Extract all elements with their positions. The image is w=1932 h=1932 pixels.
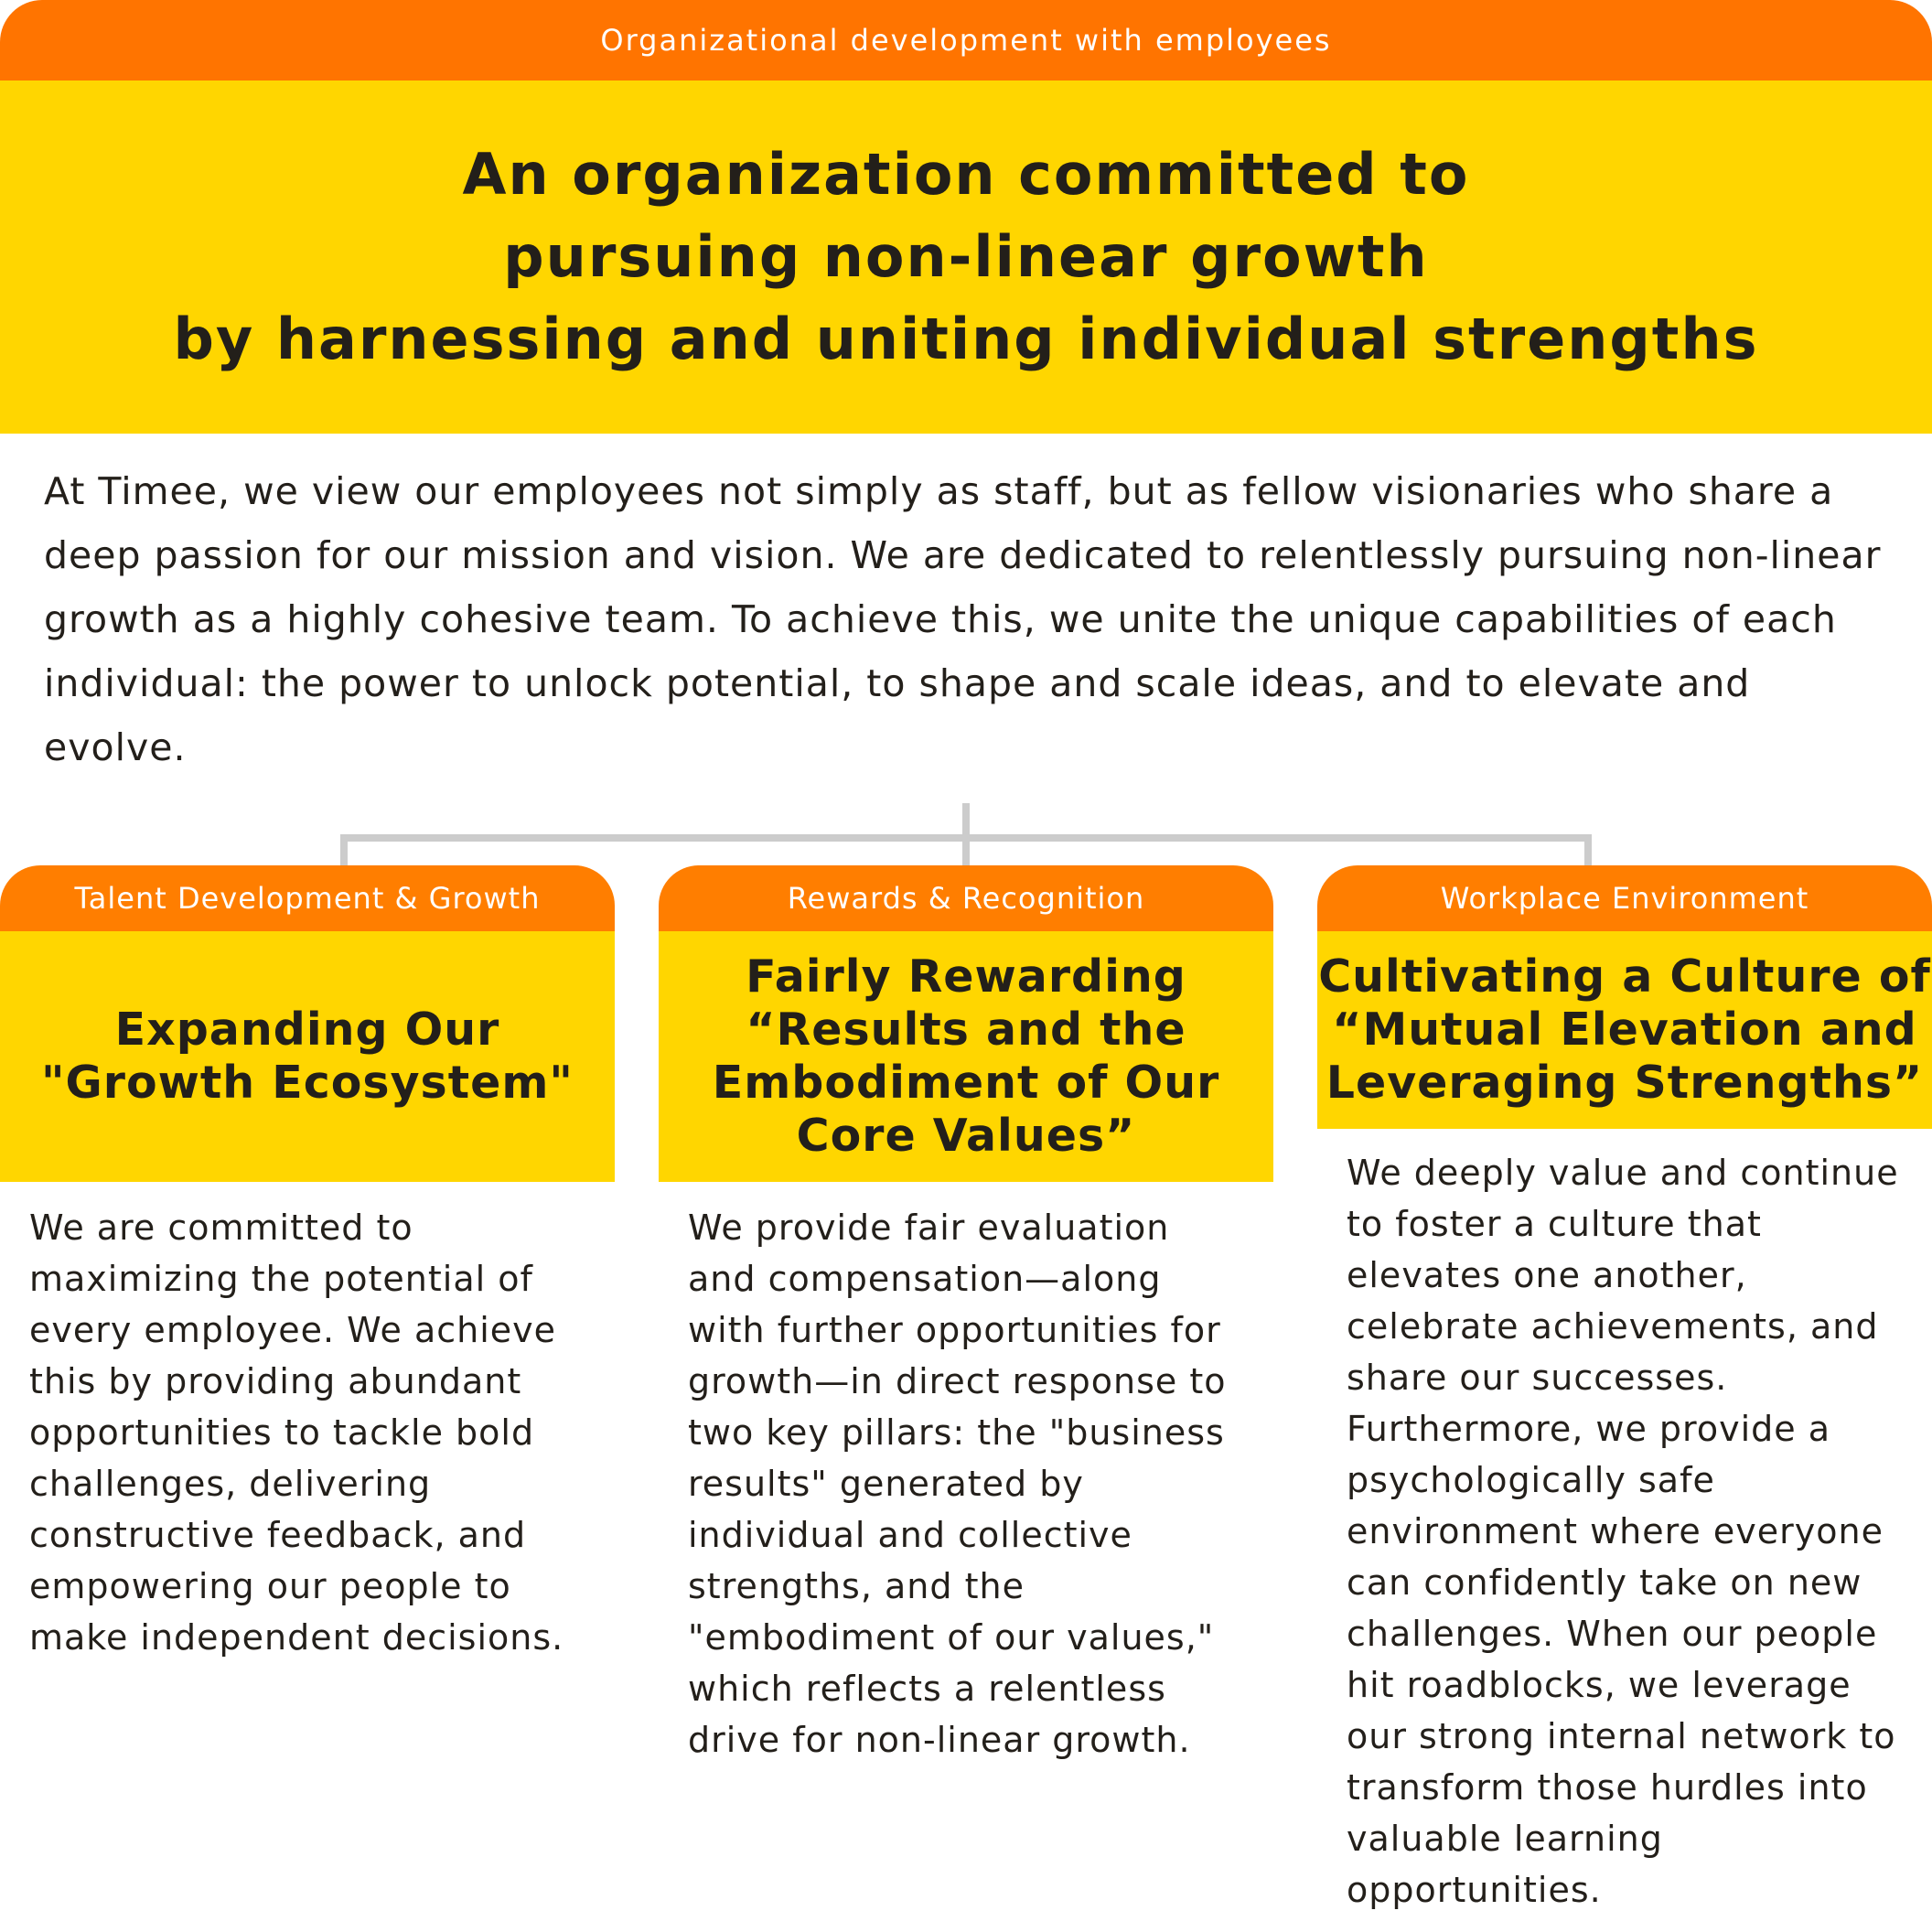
- headline-line: pursuing non-linear growth: [503, 223, 1429, 290]
- pillar-body: We provide fair evaluation and compensation—along with further opportunities for growth—in direct response to two key pillars: the "business results" generated by individual and collective strengths, and the "embodiment of our values," which reflects a relentless drive for non-linear growth.: [688, 1208, 1227, 1760]
- pillar-talent-development: [0, 865, 615, 1663]
- pillar-tab: [0, 865, 615, 931]
- headline-line: by harnessing and uniting individual strengths: [173, 306, 1759, 372]
- category-label: Organizational development with employees: [600, 23, 1332, 58]
- pillar-rewards-recognition: [659, 865, 1273, 1766]
- headline-line: An organization committed to: [462, 141, 1470, 208]
- pillar-tab: [1317, 865, 1932, 931]
- pillar-workplace-environment: [1317, 865, 1932, 1916]
- pillar-heading-text: Fairly Rewarding “Results and the Embodiment of Our Core Values”: [712, 950, 1220, 1162]
- pillar-heading: [659, 931, 1273, 1182]
- pillar-body: We deeply value and continue to foster a culture that elevates one another, celebrate achievements, and share our successes. Furthermore, we provide a psychologically safe environment where everyone can confidently take on new challenges. When our people hit roadblocks, we leverage our strong internal network to transform those hurdles into valuable learning opportunities.: [1347, 1153, 1899, 1910]
- pillar-tab-label: Rewards & Recognition: [787, 881, 1145, 916]
- headline-block: [0, 80, 1932, 434]
- pillar-body: We are committed to maximizing the potential of every employee. We achieve this by providing abundant opportunities to tackle bold challenges, delivering constructive feedback, and empowering our people to make independent decisions.: [29, 1208, 564, 1658]
- pillar-tab-label: Workplace Environment: [1440, 881, 1809, 916]
- pillar-heading: [0, 931, 615, 1182]
- pillar-heading-text: Expanding Our "Growth Ecosystem": [41, 1004, 574, 1109]
- pillar-heading-text: Cultivating a Culture of “Mutual Elevation and Leveraging Strengths”: [1318, 950, 1931, 1109]
- pillar-heading: [1317, 931, 1932, 1129]
- pillar-tab-label: Talent Development & Growth: [74, 881, 541, 916]
- intro-paragraph: At Timee, we view our employees not simply as staff, but as fellow visionaries who share a deep passion for our mission and vision. We are dedicated to relentlessly pursuing non-linear growth as a highly cohesive team. To achieve this, we unite the unique capabilities of each individual: the power to unlock potential, to shape and scale ideas, and to elevate and evolve.: [44, 469, 1882, 769]
- pillar-tab: [659, 865, 1273, 931]
- category-band: [0, 0, 1932, 80]
